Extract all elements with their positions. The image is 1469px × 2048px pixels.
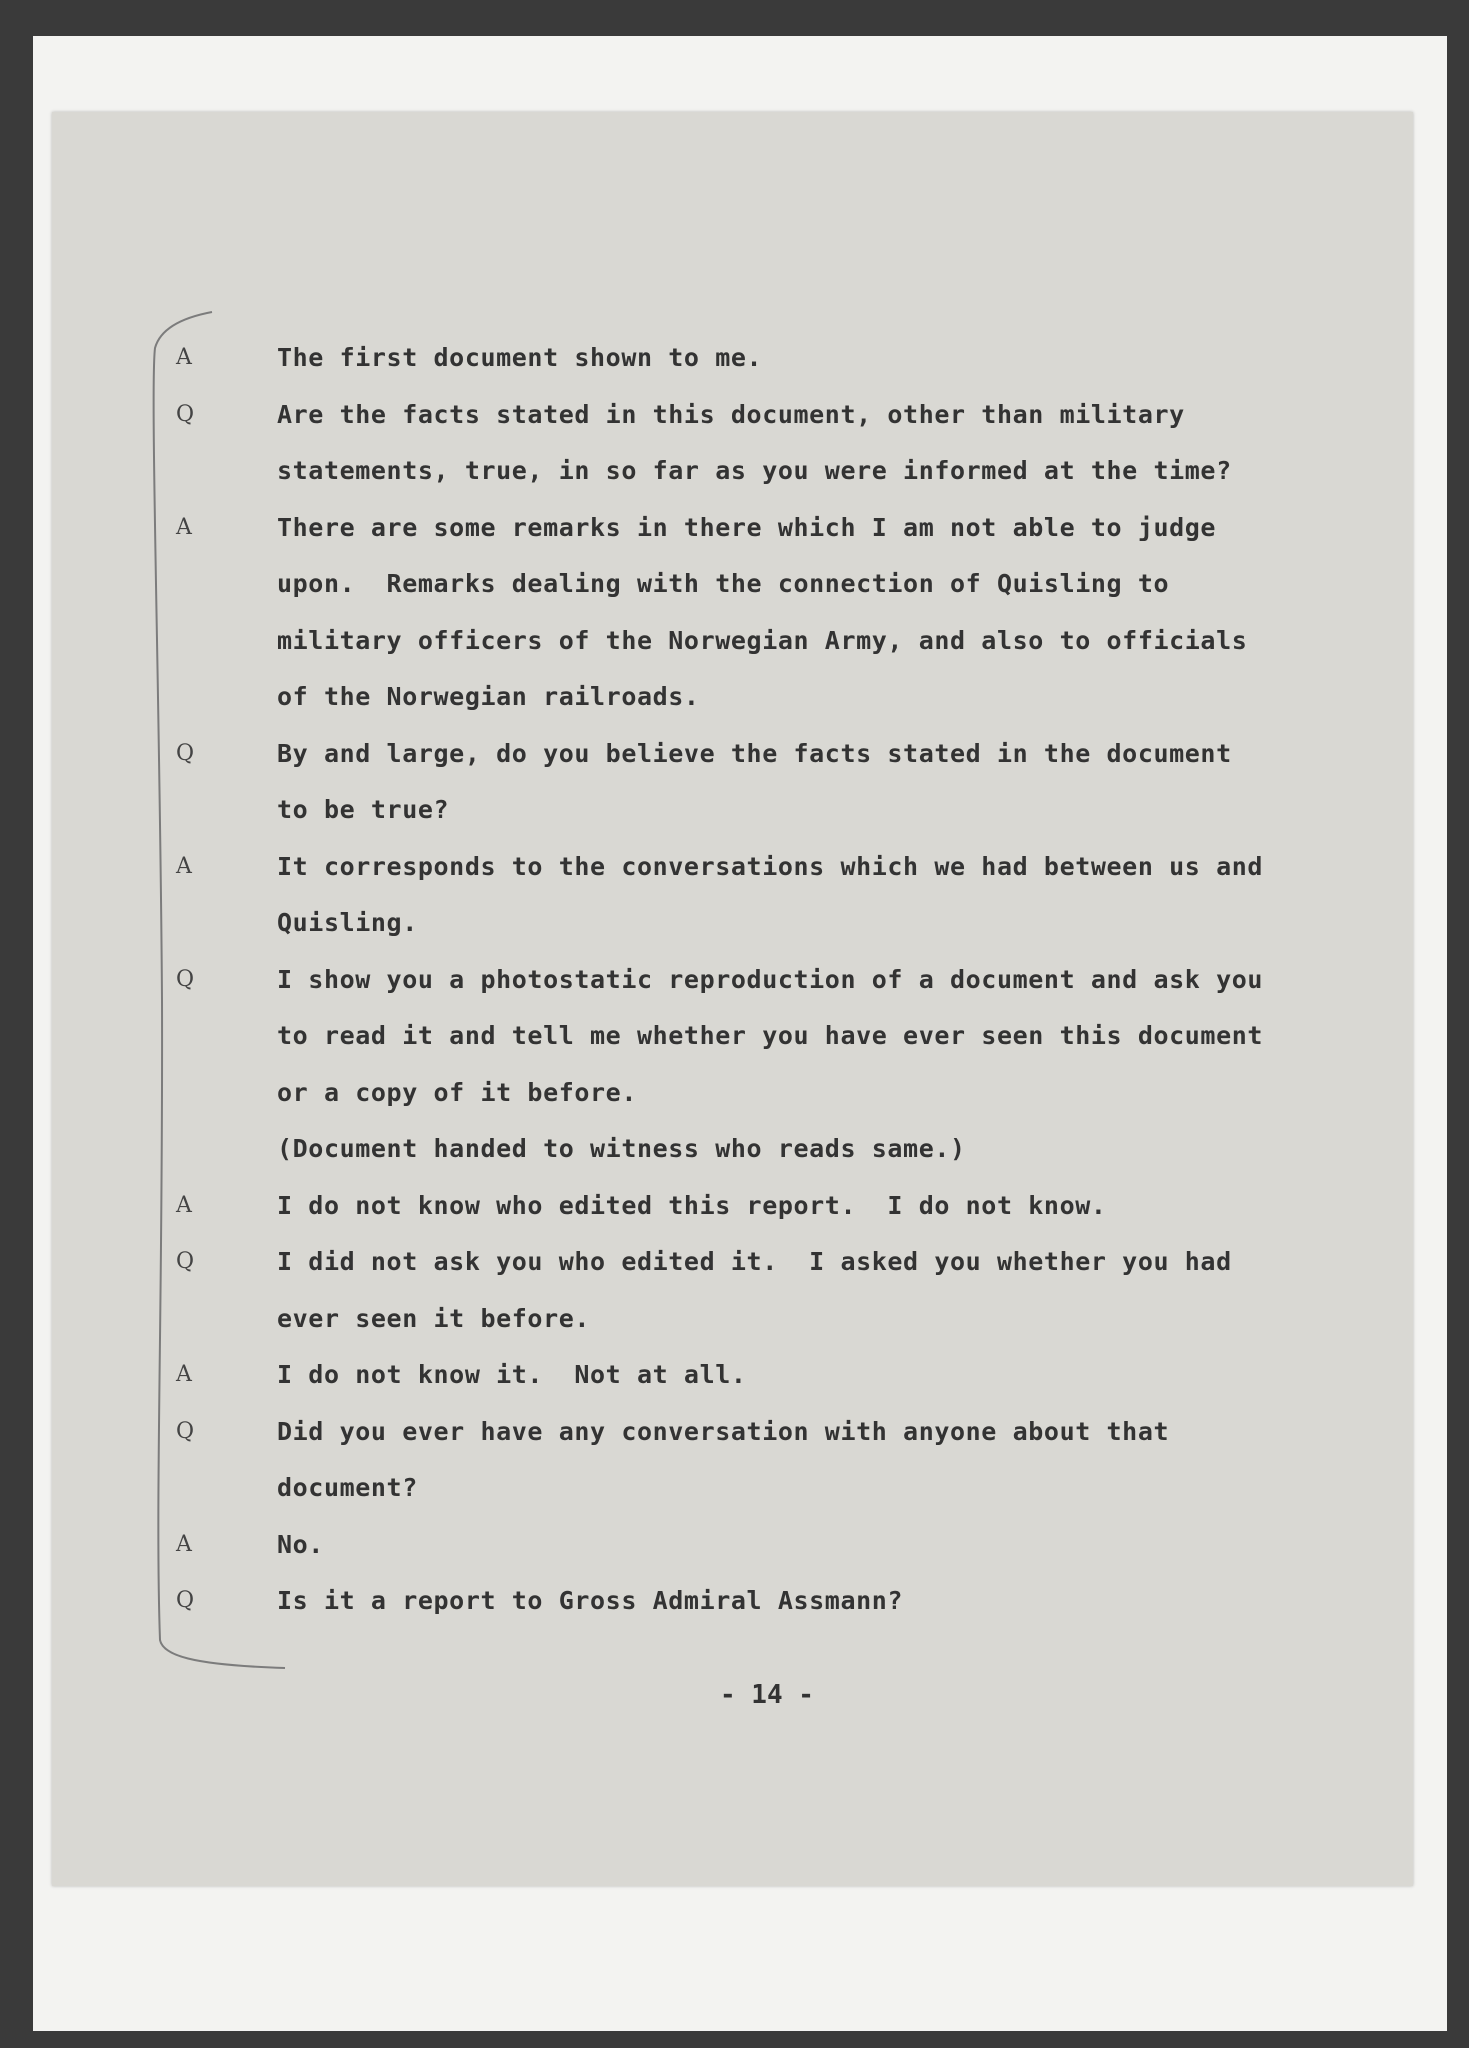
- page-number: - 14 -: [720, 1680, 814, 1710]
- speaker-label: A: [176, 515, 193, 540]
- line-text: document?: [277, 1473, 418, 1502]
- line-text: Is it a report to Gross Admiral Assmann?: [277, 1586, 904, 1615]
- line-text: I show you a photostatic reproduction of a document and ask you: [277, 965, 1264, 994]
- line-text: By and large, do you believe the facts stated in the document: [277, 739, 1232, 768]
- speaker-label: A: [176, 345, 193, 370]
- speaker-label: A: [176, 1193, 193, 1218]
- line-text: military officers of the Norwegian Army, and also to officials: [277, 626, 1248, 655]
- speaker-label: Q: [176, 1588, 195, 1613]
- line-text: Did you ever have any conversation with anyone about that: [277, 1417, 1170, 1446]
- line-text: The first document shown to me.: [277, 343, 763, 372]
- speaker-label: A: [176, 854, 193, 879]
- line-text: ever seen it before.: [277, 1304, 591, 1333]
- speaker-label: Q: [176, 1249, 195, 1274]
- line-text: or a copy of it before.: [277, 1078, 637, 1107]
- line-text: statements, true, in so far as you were informed at the time?: [277, 456, 1232, 485]
- line-text: Quisling.: [277, 908, 418, 937]
- line-text: No.: [277, 1530, 324, 1559]
- line-text: Are the facts stated in this document, other than military: [277, 400, 1185, 429]
- line-text: upon. Remarks dealing with the connection of Quisling to: [277, 569, 1170, 598]
- line-text: of the Norwegian railroads.: [277, 682, 700, 711]
- speaker-label: Q: [176, 967, 195, 992]
- speaker-label: Q: [176, 402, 195, 427]
- line-text: to read it and tell me whether you have ever seen this document: [277, 1021, 1264, 1050]
- speaker-label: Q: [176, 741, 195, 766]
- line-text: I do not know it. Not at all.: [277, 1360, 747, 1389]
- speaker-label: Q: [176, 1419, 195, 1444]
- line-text: I do not know who edited this report. I do not know.: [277, 1191, 1107, 1220]
- line-text: There are some remarks in there which I am not able to judge: [277, 513, 1217, 542]
- line-text: It corresponds to the conversations which we had between us and: [277, 852, 1264, 881]
- document-page: [52, 112, 1413, 1886]
- speaker-label: A: [176, 1532, 193, 1557]
- line-text: to be true?: [277, 795, 450, 824]
- line-text: (Document handed to witness who reads same.): [277, 1134, 966, 1163]
- speaker-label: A: [176, 1362, 193, 1387]
- line-text: I did not ask you who edited it. I asked you whether you had: [277, 1247, 1232, 1276]
